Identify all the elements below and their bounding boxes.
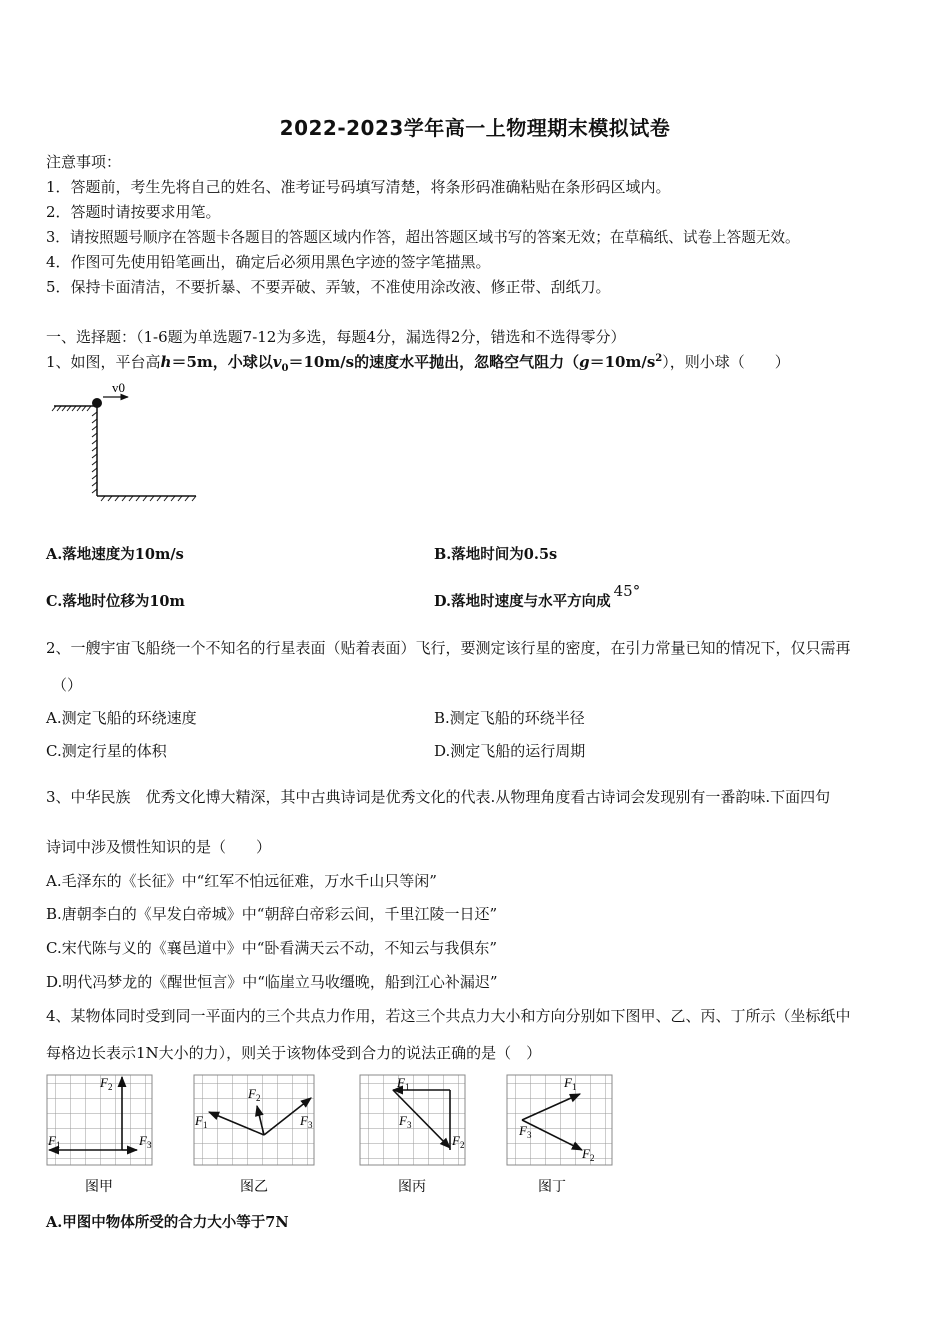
option-a[interactable]: A.落地速度为10m/s	[46, 546, 184, 563]
question-3-stem-cont: 诗词中涉及惯性知识的是（ ）	[46, 838, 272, 856]
figure-caption: 图甲	[85, 1180, 113, 1195]
notice-item: 2．答题时请按要求用笔。	[46, 203, 221, 221]
notice-heading: 注意事项：	[46, 153, 122, 171]
v0-label: v0	[112, 380, 125, 395]
option-a[interactable]: A.毛泽东的《长征》中“红军不怕远征难，万水千山只等闲”	[46, 872, 437, 890]
notice-item: 3．请按照题号顺序在答题卡各题目的答题区域内作答，超出答题区域书写的答案无效；在草稿纸、试卷上答题无效。	[46, 229, 800, 246]
option-c[interactable]: C.宋代陈与义的《襄邑道中》中“卧看满天云不动，不知云与我俱东”	[46, 939, 498, 957]
notice-item: 4．作图可先使用铅笔画出，确定后必须用黑色字迹的签字笔描黑。	[46, 253, 491, 271]
question-2-stem: 2、一艘宇宙飞船绕一个不知名的行星表面（贴着表面）飞行，要测定该行星的密度，在引力常量已知的情况下，仅只需再	[46, 639, 851, 657]
question-4-stem: 4、某物体同时受到同一平面内的三个共点力作用，若这三个共点力大小和方向分别如下图甲、乙、丙、丁所示（坐标纸中	[46, 1007, 851, 1025]
force-figure-ding	[500, 1068, 630, 1198]
option-c[interactable]: C.测定行星的体积	[46, 742, 167, 760]
svg-text:F1: $F_1$	[397, 1075, 410, 1092]
svg-text:F1: $F_1$	[195, 1113, 208, 1130]
figure-caption: 图丁	[538, 1180, 566, 1195]
svg-text:F2: $F_2$	[452, 1133, 465, 1150]
svg-text:F1: $F_1$	[564, 1075, 577, 1092]
svg-text:F3: $F_3$	[300, 1113, 313, 1130]
notice-item: 1．答题前，考生先将自己的姓名、准考证号码填写清楚，将条形码准确粘贴在条形码区域内。	[46, 178, 671, 196]
question-1-stem: 1、如图，平台高h＝5m，小球以$v_0=10m/s$的速度水平抛出，忽略空气阻力$(g=10m/s^2)$，则小球（ ）	[46, 353, 790, 374]
svg-text:F3: $F_3$	[139, 1133, 152, 1150]
page-title: 2022-2023学年高一上物理期末模拟试卷	[279, 116, 671, 140]
svg-text:F3: $F_3$	[519, 1123, 532, 1140]
option-d[interactable]: D.测定飞船的运行周期	[434, 742, 586, 760]
option-a[interactable]: A.测定飞船的环绕速度	[46, 709, 197, 727]
force-figure-yi	[187, 1068, 332, 1198]
svg-text:F3: $F_3$	[399, 1113, 412, 1130]
svg-text:F2: $F_2$	[248, 1086, 261, 1103]
figure-caption: 图丙	[398, 1180, 426, 1195]
section-heading: 一、选择题：（1-6题为单选题7-12为多选，每题4分，漏选得2分，错选和不选得零分）	[46, 328, 626, 346]
question-1-figure	[50, 378, 200, 503]
figure-caption: 图乙	[240, 1180, 268, 1195]
option-b[interactable]: B.落地时间为0.5s	[434, 546, 558, 563]
option-d[interactable]: D.明代冯梦龙的《醒世恒言》中“临崖立马收缰晚，船到江心补漏迟”	[46, 973, 498, 991]
svg-text:F1: $F_1$	[48, 1133, 61, 1150]
option-c[interactable]: C.落地时位移为10m	[46, 593, 185, 610]
force-figure-jia	[40, 1068, 170, 1198]
svg-text:F2: $F_2$	[582, 1146, 595, 1163]
svg-text:F2: $F_2$	[100, 1075, 113, 1092]
option-b[interactable]: B.测定飞船的环绕半径	[434, 709, 585, 727]
option-d[interactable]: D.落地时速度与水平方向成45°	[434, 582, 641, 610]
question-3-stem: 3、中华民族 优秀文化博大精深，其中古典诗词是优秀文化的代表.从物理角度看古诗词会发现别有一番韵味.下面四句	[46, 788, 831, 806]
question-2-stem-cont: （）	[52, 676, 83, 694]
option-b[interactable]: B.唐朝李白的《早发白帝城》中“朝辞白帝彩云间，千里江陵一日还”	[46, 905, 498, 923]
question-4-stem-cont: 每格边长表示1N大小的力），则关于该物体受到合力的说法正确的是（ ）	[46, 1044, 542, 1062]
angle-value: 45°	[613, 582, 641, 600]
notice-item: 5．保持卡面清洁，不要折暴、不要弄破、弄皱，不准使用涂改液、修正带、刮纸刀。	[46, 278, 611, 296]
option-a[interactable]: A.甲图中物体所受的合力大小等于7N	[46, 1214, 289, 1231]
force-figure-bing	[353, 1068, 483, 1198]
